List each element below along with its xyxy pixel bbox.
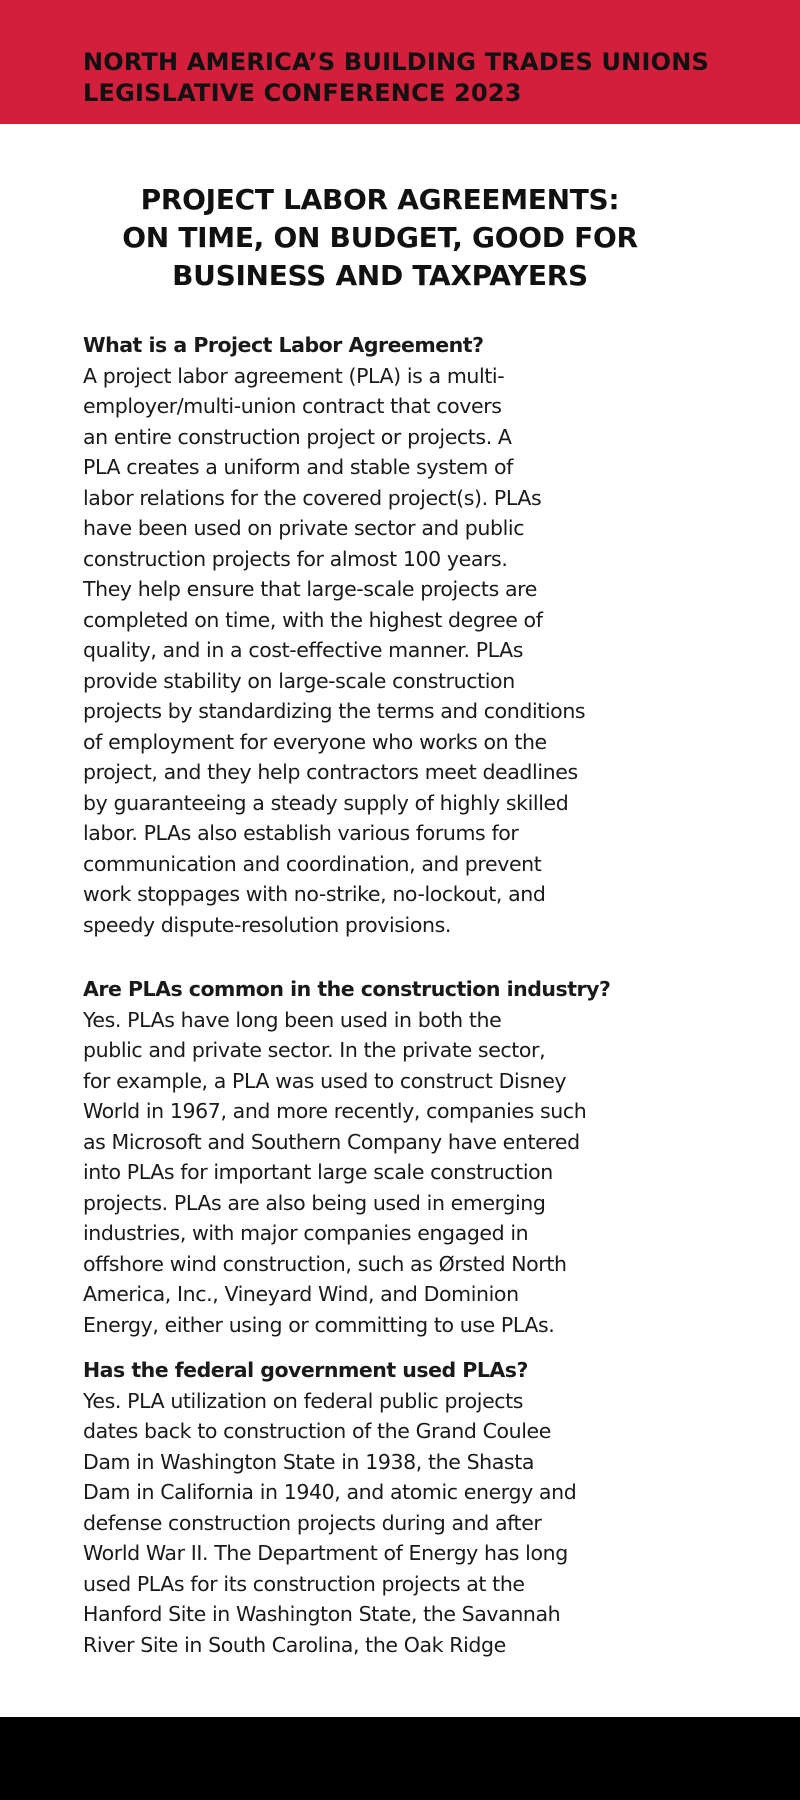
paragraph-line: Dam in California in 1940, and atomic energy and bbox=[83, 1480, 577, 1504]
section-federal-government bbox=[83, 1355, 723, 1660]
conference-header bbox=[83, 47, 783, 109]
paragraph-line: offshore wind construction, such as Ørsted North bbox=[83, 1251, 567, 1276]
paragraph-line: They help ensure that large-scale projects are bbox=[83, 577, 537, 601]
paragraph-line: Yes. PLA utilization on federal public projects bbox=[83, 1388, 524, 1413]
header-line: LEGISLATIVE CONFERENCE 2023 bbox=[83, 79, 522, 107]
title-line: PROJECT LABOR AGREEMENTS: bbox=[140, 183, 620, 216]
title-line: ON TIME, ON BUDGET, GOOD FOR bbox=[122, 221, 638, 254]
section-plas-common bbox=[83, 974, 723, 1340]
paragraph-line: projects. PLAs are also being used in emerging bbox=[83, 1190, 546, 1215]
paragraph-line: provide stability on large-scale construction bbox=[83, 668, 515, 693]
paragraph-line: World War II. The Department of Energy has long bbox=[83, 1541, 568, 1565]
paragraph-line: by guaranteeing a steady supply of highly skilled bbox=[83, 790, 569, 815]
paragraph-line: PLA creates a uniform and stable system of bbox=[83, 455, 513, 479]
paragraph-line: quality, and in a cost-effective manner. PLAs bbox=[83, 638, 524, 662]
paragraph-line: project, and they help contractors meet deadlines bbox=[83, 760, 578, 784]
section-question: What is a Project Labor Agreement? bbox=[83, 333, 484, 357]
paragraph-line: used PLAs for its construction projects at the bbox=[83, 1571, 525, 1596]
paragraph-line: World in 1967, and more recently, companies such bbox=[83, 1099, 587, 1123]
paragraph-line: labor relations for the covered project(s). PLAs bbox=[83, 485, 542, 510]
paragraph-line: dates back to construction of the Grand Coulee bbox=[83, 1419, 551, 1443]
footer-band bbox=[0, 1717, 800, 1800]
paragraph-line: completed on time, with the highest degree of bbox=[83, 607, 543, 632]
paragraph-line: communication and coordination, and prevent bbox=[83, 851, 542, 876]
paragraph-line: employer/multi-union contract that covers bbox=[83, 394, 502, 418]
paragraph-line: as Microsoft and Southern Company have entered bbox=[83, 1129, 580, 1154]
title-line: BUSINESS AND TAXPAYERS bbox=[172, 259, 588, 292]
paragraph-line: Energy, either using or committing to use PLAs. bbox=[83, 1312, 555, 1337]
paragraph-line: an entire construction project or projects. A bbox=[83, 424, 512, 449]
paragraph-line: construction projects for almost 100 years. bbox=[83, 546, 508, 571]
paragraph-line: River Site in South Carolina, the Oak Ridge bbox=[83, 1632, 506, 1657]
paragraph-line: labor. PLAs also establish various forums for bbox=[83, 821, 519, 845]
paragraph-line: Dam in Washington State in 1938, the Shasta bbox=[83, 1449, 535, 1474]
paragraph-line: industries, with major companies engaged in bbox=[83, 1221, 529, 1245]
header-line: NORTH AMERICA’S BUILDING TRADES UNIONS bbox=[83, 48, 709, 76]
section-question: Are PLAs common in the construction industry? bbox=[83, 977, 611, 1001]
page-title bbox=[60, 181, 700, 295]
paragraph-line: Hanford Site in Washington State, the Savannah bbox=[83, 1602, 561, 1626]
paragraph-line: speedy dispute-resolution provisions. bbox=[83, 912, 451, 937]
paragraph-line: defense construction projects during and after bbox=[83, 1510, 542, 1535]
paragraph-line: for example, a PLA was used to construct Disney bbox=[83, 1068, 567, 1093]
paragraph-line: A project labor agreement (PLA) is a multi- bbox=[83, 363, 505, 388]
paragraph-line: America, Inc., Vineyard Wind, and Dominion bbox=[83, 1282, 519, 1306]
paragraph-line: into PLAs for important large scale construction bbox=[83, 1160, 553, 1184]
paragraph-line: public and private sector. In the private sector, bbox=[83, 1038, 546, 1062]
section-question: Has the federal government used PLAs? bbox=[83, 1358, 528, 1382]
paragraph-line: projects by standardizing the terms and conditions bbox=[83, 699, 586, 723]
paragraph-line: work stoppages with no-strike, no-lockout, and bbox=[83, 882, 546, 906]
paragraph-line: Yes. PLAs have long been used in both the bbox=[83, 1007, 502, 1032]
paragraph-line: of employment for everyone who works on the bbox=[83, 729, 547, 754]
paragraph-line: have been used on private sector and public bbox=[83, 516, 525, 540]
section-what-is-pla bbox=[83, 330, 723, 940]
